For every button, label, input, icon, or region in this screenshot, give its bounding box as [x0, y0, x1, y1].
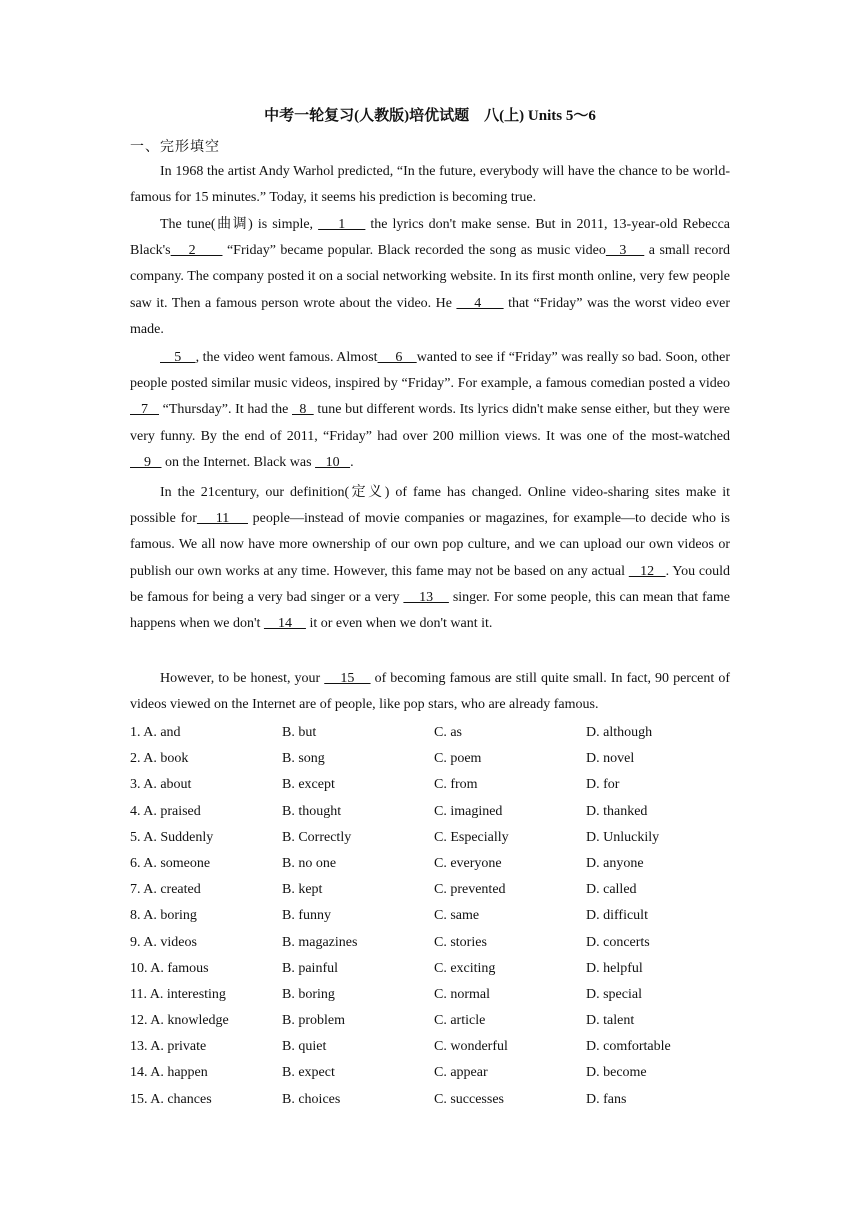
option-d: D. concerts [586, 934, 650, 950]
option-c: C. everyone [434, 855, 502, 871]
blank-3: 3 [605, 243, 645, 259]
paragraph-text: on the Internet. Black was [161, 454, 316, 470]
option-c: C. wonderful [434, 1039, 508, 1055]
option-c: C. from [434, 777, 478, 793]
option-d: D. talent [586, 1013, 635, 1029]
paragraph-text: In 1968 the artist Andy Warhol predicted, “In the future, everybody will have the chance to be world-famous for 15 minutes.” Today, it seems his prediction is becoming true. [130, 164, 730, 206]
paragraph-text: wanted to see if “Friday” was really so bad. Soon, other people posted similar music videos, inspired by “Friday”. For example, a famous comedian posted a video [130, 350, 730, 392]
question-options-row [130, 1034, 750, 1060]
paragraph-text: However, to be honest, your [160, 671, 325, 686]
option-a: 2. A. book [130, 751, 189, 767]
option-a: 8. A. boring [130, 908, 197, 924]
option-b: B. no one [282, 855, 337, 871]
option-d: D. special [586, 986, 642, 1002]
option-c: C. poem [434, 751, 482, 767]
option-c: C. exciting [434, 960, 496, 976]
option-b: B. song [282, 751, 325, 767]
option-a: 5. A. Suddenly [130, 829, 214, 845]
question-options-row [130, 903, 750, 929]
paragraph-text: people—instead of movie companies or magazines, for example—to decide who is famous. We all now have more ownership of our own pop culture, and we can upload our own videos or publish our own works at any time. However, this fame may not be based on any actual [130, 511, 731, 579]
answer-options [130, 720, 750, 1113]
option-b: B. thought [282, 803, 342, 819]
question-options-row [130, 956, 750, 982]
option-c: C. stories [434, 934, 487, 950]
paragraph-text: a small record company. The company posted it on a social networking website. In its first month online, very few people saw it. Then a famous person wrote about the video. He [130, 243, 731, 311]
option-c: C. normal [434, 986, 490, 1002]
paragraph-text: “Thursday”. It had the [159, 402, 292, 418]
option-a: 6. A. someone [130, 855, 211, 871]
option-c: C. prevented [434, 882, 506, 898]
option-b: B. but [282, 725, 317, 740]
option-b: B. choices [282, 1091, 341, 1107]
passage-paragraph-2 [130, 212, 730, 343]
option-b: B. magazines [282, 934, 358, 950]
question-options-row [130, 772, 750, 798]
option-b: B. expect [282, 1065, 335, 1081]
paragraph-text: “Friday” became popular. Black recorded the song as music video [222, 243, 606, 259]
option-d: D. although [586, 725, 653, 740]
option-a: 15. A. chances [130, 1091, 212, 1107]
option-a: 12. A. knowledge [130, 1013, 229, 1029]
paragraph-text: , the video went famous. Almost [195, 350, 378, 365]
option-a: 4. A. praised [130, 803, 201, 819]
question-options-row [130, 1060, 750, 1086]
section-heading: 一、完形填空 [130, 140, 220, 155]
option-b: B. boring [282, 986, 335, 1002]
paragraph-text: that “Friday” was the worst video ever made. [130, 295, 731, 337]
option-b: B. kept [282, 882, 323, 898]
passage-paragraph-1 [130, 159, 730, 211]
option-d: D. become [586, 1065, 647, 1081]
question-options-row [130, 799, 750, 825]
option-b: B. painful [282, 960, 338, 976]
option-d: D. difficult [586, 908, 648, 924]
option-b: B. funny [282, 908, 331, 924]
question-options-row [130, 720, 750, 746]
option-c: C. Especially [434, 829, 509, 845]
page-title: 中考一轮复习(人教版)培优试题 八(上) Units 5～6 [264, 108, 596, 124]
blank-15: 15 [324, 671, 371, 686]
blank-5: 5 [160, 350, 196, 365]
paragraph-text: The tune(曲调) is simple, [160, 217, 319, 232]
blank-7: 7 [130, 402, 159, 418]
blank-8: 8 [292, 402, 314, 418]
paragraph-text: In the 21century, our definition(定义) of fame has changed. Online video-sharing sites make it possible for [130, 485, 730, 527]
option-d: D. called [586, 882, 637, 898]
blank-12: 12 [628, 563, 666, 579]
option-b: B. Correctly [282, 829, 352, 845]
option-b: B. except [282, 777, 335, 793]
blank-14: 14 [263, 616, 306, 632]
paragraph-text: tune but different words. Its lyrics didn't make sense either, but they were very funny. By the end of 2011, “Friday” had over 200 million views. It was one of the most-watched [130, 402, 731, 444]
option-c: C. same [434, 908, 480, 924]
passage-paragraph-3 [130, 345, 730, 476]
blank-4: 4 [456, 295, 504, 311]
option-a: 9. A. videos [130, 934, 197, 950]
option-d: D. comfortable [586, 1039, 671, 1055]
paragraph-text: . [350, 454, 354, 470]
option-a: 1. A. and [130, 725, 181, 740]
question-options-row [130, 982, 750, 1008]
option-d: D. fans [586, 1091, 627, 1107]
option-b: B. problem [282, 1013, 345, 1029]
blank-1: 1 [318, 217, 366, 232]
option-d: D. anyone [586, 855, 644, 871]
paragraph-text: it or even when we don't want it. [305, 616, 493, 632]
question-options-row [130, 825, 750, 851]
blank-6: 6 [377, 350, 417, 365]
option-c: C. as [434, 725, 462, 740]
question-options-row [130, 1087, 750, 1113]
paragraph-text: . You could be famous for being a very bad singer or a very [130, 563, 730, 605]
option-b: B. quiet [282, 1039, 327, 1055]
option-d: D. novel [586, 751, 635, 767]
paragraph-text: the lyrics don't make sense. But in 2011, 13-year-old Rebecca Black's [130, 217, 730, 259]
option-a: 14. A. happen [130, 1065, 208, 1081]
option-c: C. imagined [434, 803, 503, 819]
option-c: C. successes [434, 1091, 504, 1107]
passage-paragraph-5 [130, 666, 730, 718]
blank-11: 11 [196, 511, 248, 527]
question-options-row [130, 930, 750, 956]
option-a: 10. A. famous [130, 960, 209, 976]
option-d: D. helpful [586, 960, 643, 976]
option-d: D. for [586, 777, 620, 793]
option-d: D. Unluckily [586, 829, 660, 845]
blank-2: 2 [170, 243, 223, 259]
option-c: C. article [434, 1013, 486, 1029]
option-a: 13. A. private [130, 1039, 207, 1055]
blank-13: 13 [403, 589, 449, 605]
paragraph-text: of becoming famous are still quite small. In fact, 90 percent of videos viewed on the Internet are of people, like pop stars, who are already famous. [130, 671, 730, 713]
question-options-row [130, 1008, 750, 1034]
paragraph-text: singer. For some people, this can mean that fame happens when we don't [130, 589, 731, 632]
passage-paragraph-4 [130, 480, 730, 637]
option-a: 7. A. created [130, 882, 201, 898]
question-options-row [130, 746, 750, 772]
blank-10: 10 [315, 454, 351, 470]
question-options-row [130, 877, 750, 903]
question-options-row [130, 851, 750, 877]
option-a: 11. A. interesting [130, 986, 226, 1002]
option-a: 3. A. about [130, 777, 192, 793]
option-c: C. appear [434, 1065, 488, 1081]
option-d: D. thanked [586, 803, 648, 819]
blank-9: 9 [130, 454, 162, 470]
